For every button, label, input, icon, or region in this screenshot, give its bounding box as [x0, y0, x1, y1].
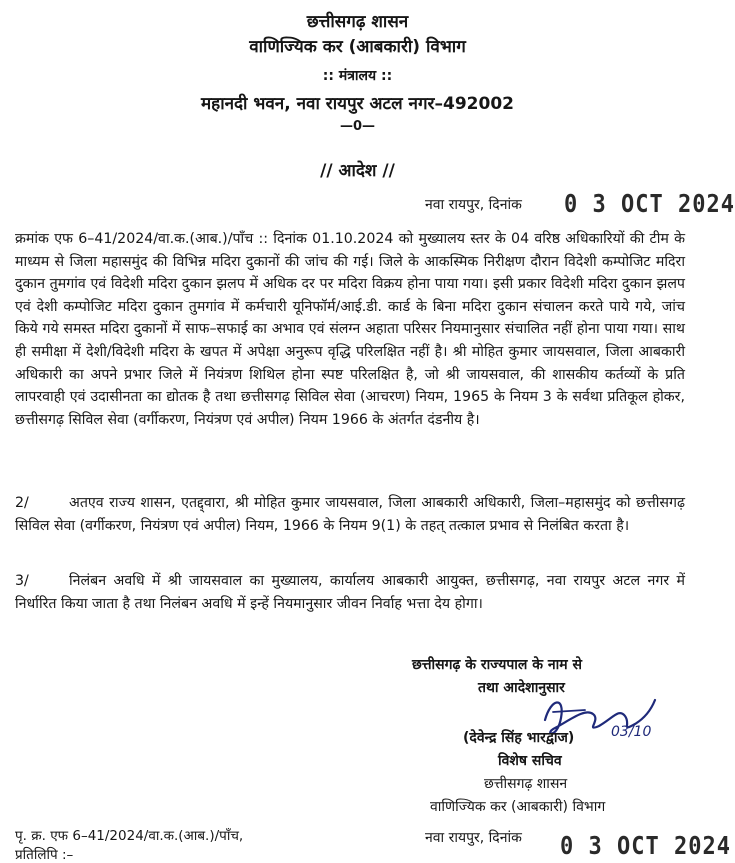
signatory-department: वाणिज्यिक कर (आबकारी) विभाग: [430, 799, 606, 815]
paragraph-3-text: निलंबन अवधि में श्री जायसवाल का मुख्यालय, कार्यालय आबकारी आयुक्त, छत्तीसगढ़, नवा रायपुर अटल नगर में निर्धारित किया जाता है तथा निलंबन अवधि में इन्हें नियमानुसार जीवन निर्वाह भत्ता देय होगा।: [15, 573, 685, 612]
signature-authority-line: छत्तीसगढ़ के राज्यपाल के नाम से: [412, 657, 582, 673]
signature-order-line: तथा आदेशानुसार: [478, 680, 565, 696]
paragraph-2: [15, 492, 685, 537]
paragraph-2-text: अतएव राज्य शासन, एतद्द्वारा, श्री मोहित कुमार जायसवाल, जिला आबकारी अधिकारी, जिला–महासमुंद को छत्तीसगढ़ सिविल सेवा (वर्गीकरण, नियंत्रण एवं अपील) नियम, 1966 के नियम 9(1) के तहत् तत्काल प्रभाव से निलंबित करता है।: [15, 495, 685, 534]
header-ministry: :: मंत्रालय ::: [322, 68, 393, 84]
paragraph-2-number: 2/: [15, 495, 29, 511]
copy-label: प्रतिलिपि :–: [15, 847, 74, 863]
endorsement-reference: पृ. क्र. एफ 6–41/2024/वा.क.(आब.)/पाँच,: [15, 828, 244, 844]
header-government: छत्तीसगढ़ शासन: [306, 12, 409, 32]
signatory-designation: विशेष सचिव: [498, 753, 562, 769]
order-title: // आदेश //: [320, 161, 395, 181]
date-stamp: 0 3 OCT 2024: [564, 190, 735, 219]
signatory-name: (देवेन्द्र सिंह भारद्वाज): [463, 730, 575, 746]
signatory-government: छत्तीसगढ़ शासन: [484, 776, 568, 792]
paragraph-3-number: 3/: [15, 573, 29, 589]
handwritten-date: 03/10: [611, 724, 652, 740]
header-department: वाणिज्यिक कर (आबकारी) विभाग: [249, 37, 466, 57]
header-address: महानदी भवन, नवा रायपुर अटल नगर–492002: [201, 94, 514, 114]
paragraph-1: क्रमांक एफ 6–41/2024/वा.क.(आब.)/पाँच :: दिनांक 01.10.2024 को मुख्यालय स्तर के 04 वरिष्ठ अधिकारियों की टीम के माध्यम से जिला महासमुंद की विभिन्न मदिरा दुकानों की जांच की गई। जिले के आकस्मिक निरीक्षण दौरान विदेशी कम्पोजिट मदिरा दुकान तुमगांव एवं विदेशी मदिरा दुकान झलप में अधिक दर पर मदिरा विक्रय होना पाया गया। इसी प्रकार विदेशी मदिरा दुकान झलप एवं देशी कम्पोजिट मदिरा दुकान तुमगांव में कर्मचारी यूनिफॉर्म/आई.डी. कार्ड के बिना मदिरा दुकान संचालन करते पाये गये, जांच किये गये समस्त मदिरा दुकानों में साफ–सफाई का अभाव एवं संलग्न अहाता परिसर नियमानुसार संचालित नहीं होना पाया गया। साथ ही समीक्षा में देशी/विदेशी मदिरा के खपत में अपेक्षा अनुरूप वृद्धि परिलक्षित नहीं है। श्री मोहित कुमार जायसवाल, जिला आबकारी अधिकारी का अपने प्रभार जिले में नियंत्रण शिथिल होना स्पष्ट परिलक्षित है, जो श्री जायसवाल, की शासकीय कर्तव्यों के प्रति लापरवाही एवं उदासीनता का द्योतक है तथा छत्तीसगढ़ सिविल सेवा (आचरण) नियम, 1965 के नियम 3 के सर्वथा प्रतिकूल होकर, छत्तीसगढ़ सिविल सेवा (वर्गीकरण, नियंत्रण एवं अपील) नियम 1966 के अंतर्गत दंडनीय है।: [15, 231, 685, 428]
date-label: नवा रायपुर, दिनांक: [425, 197, 522, 213]
endorsement-date-stamp: 0 3 OCT 2024: [560, 832, 731, 861]
paragraph-3: [15, 570, 685, 615]
endorsement-date-label: नवा रायपुर, दिनांक: [425, 830, 522, 846]
header-separator: —0—: [339, 119, 376, 134]
